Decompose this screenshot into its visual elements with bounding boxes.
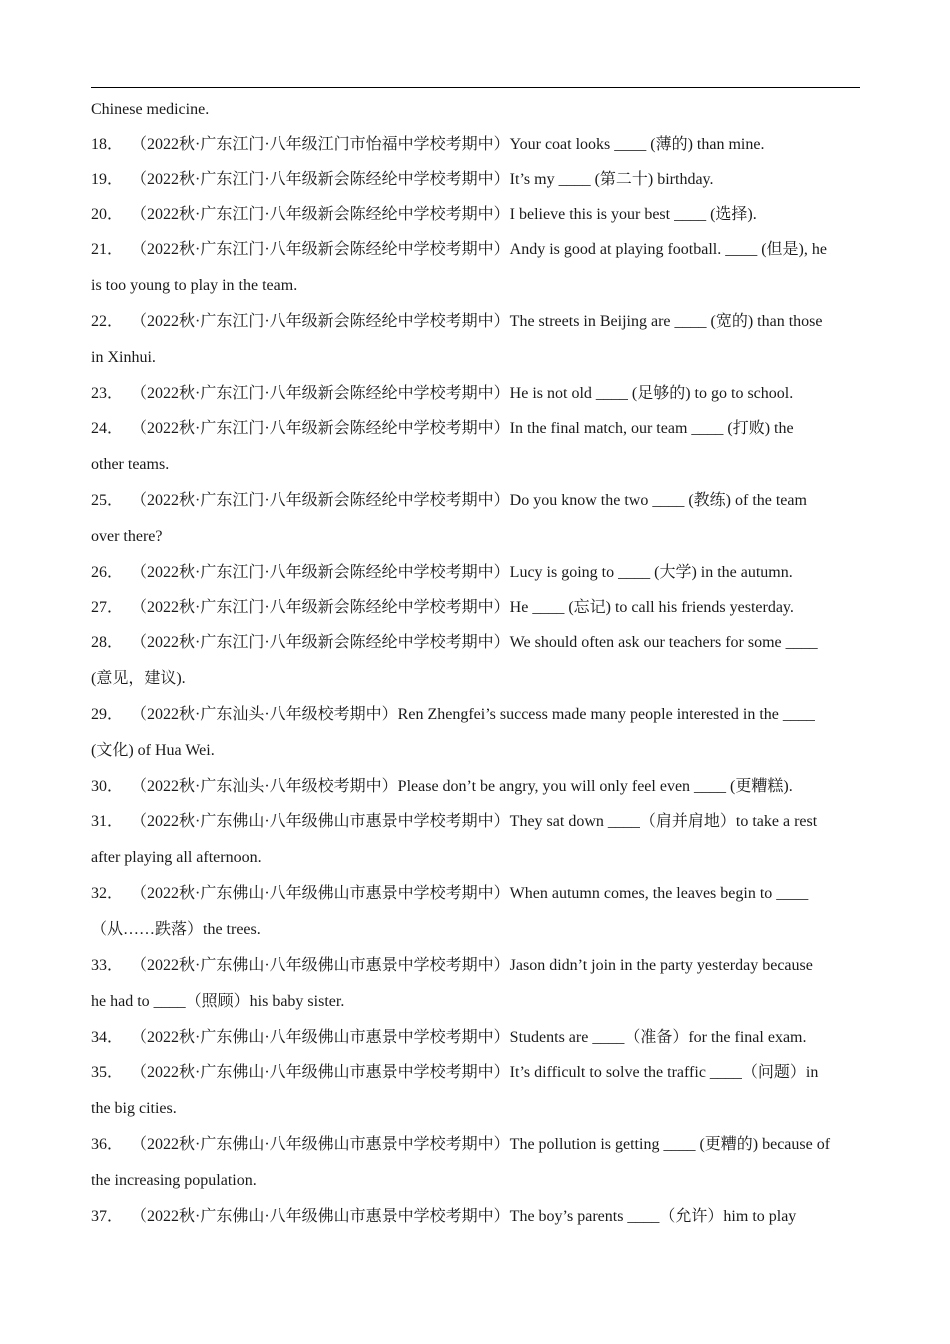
question-source: （2022秋·广东江门·八年级新会陈经纶中学校考期中）	[131, 420, 510, 437]
question-item	[91, 483, 861, 555]
question-text: The pollution is getting ____ (更糟的) because of	[509, 1136, 831, 1153]
question-source: （2022秋·广东江门·八年级新会陈经纶中学校考期中）	[131, 599, 510, 616]
question-item	[91, 1020, 861, 1055]
question-number: 26．	[91, 564, 124, 581]
question-first-line	[91, 555, 861, 590]
question-text: （从……跌落）the trees.	[91, 921, 261, 938]
question-continuation-line	[91, 839, 861, 876]
question-item	[91, 948, 861, 1020]
question-item	[91, 1127, 861, 1199]
question-number: 18．	[91, 136, 124, 153]
question-text: (文化) of Hua Wei.	[91, 742, 215, 759]
question-first-line	[91, 625, 861, 660]
question-source: （2022秋·广东江门·八年级江门市怡福中学校考期中）	[131, 136, 510, 153]
question-source: （2022秋·广东江门·八年级新会陈经纶中学校考期中）	[131, 564, 510, 581]
question-text: When autumn comes, the leaves begin to ____	[509, 885, 809, 902]
question-item	[91, 127, 861, 162]
question-text: Please don’t be angry, you will only feel even ____ (更糟糕).	[397, 778, 793, 795]
question-number: 34．	[91, 1029, 124, 1046]
question-item	[91, 304, 861, 376]
question-source: （2022秋·广东佛山·八年级佛山市惠景中学校考期中）	[131, 1064, 510, 1081]
question-text: I believe this is your best ____ (选择).	[509, 206, 757, 223]
question-item	[91, 697, 861, 769]
question-item	[91, 1199, 861, 1234]
question-source: （2022秋·广东佛山·八年级佛山市惠景中学校考期中）	[131, 1208, 510, 1225]
question-text: after playing all afternoon.	[91, 849, 262, 866]
question-first-line	[91, 769, 861, 804]
question-item	[91, 162, 861, 197]
question-item	[91, 232, 861, 304]
question-text: Do you know the two ____ (教练) of the team	[509, 492, 807, 509]
question-text: It’s my ____ (第二十) birthday.	[509, 171, 714, 188]
question-text: Andy is good at playing football. ____ (但是), he	[509, 241, 827, 258]
question-first-line	[91, 697, 861, 732]
question-source: （2022秋·广东佛山·八年级佛山市惠景中学校考期中）	[131, 1029, 510, 1046]
question-source: （2022秋·广东汕头·八年级校考期中）	[131, 706, 398, 723]
question-continuation-line	[91, 518, 861, 555]
question-number: 23．	[91, 385, 124, 402]
question-item	[91, 197, 861, 232]
question-source: （2022秋·广东江门·八年级新会陈经纶中学校考期中）	[131, 171, 510, 188]
question-source: （2022秋·广东佛山·八年级佛山市惠景中学校考期中）	[131, 813, 510, 830]
question-number: 27．	[91, 599, 124, 616]
question-text: the big cities.	[91, 1100, 177, 1117]
question-source: （2022秋·广东汕头·八年级校考期中）	[131, 778, 398, 795]
question-text: Lucy is going to ____ (大学) in the autumn.	[509, 564, 793, 581]
question-continuation-line	[91, 660, 861, 697]
question-text: He ____ (忘记) to call his friends yesterday.	[509, 599, 794, 616]
question-item	[91, 590, 861, 625]
question-first-line	[91, 948, 861, 983]
question-text: (意见，建议).	[91, 670, 186, 687]
question-text: the increasing population.	[91, 1172, 257, 1189]
question-item	[91, 769, 861, 804]
question-number: 21．	[91, 241, 124, 258]
question-first-line	[91, 1055, 861, 1090]
question-source: （2022秋·广东江门·八年级新会陈经纶中学校考期中）	[131, 385, 510, 402]
question-first-line	[91, 232, 861, 267]
question-text: in Xinhui.	[91, 349, 156, 366]
question-item	[91, 376, 861, 411]
question-text: Students are ____（准备）for the final exam.	[509, 1029, 807, 1046]
question-item	[91, 876, 861, 948]
question-number: 22．	[91, 313, 124, 330]
question-number: 28．	[91, 634, 124, 651]
question-continuation-line	[91, 267, 861, 304]
question-number: 32．	[91, 885, 124, 902]
question-text: Jason didn’t join in the party yesterday because	[509, 957, 813, 974]
question-continuation-line	[91, 1090, 861, 1127]
header-rule	[91, 87, 860, 88]
question-number: 33．	[91, 957, 124, 974]
question-first-line	[91, 197, 861, 232]
question-first-line	[91, 304, 861, 339]
question-source: （2022秋·广东江门·八年级新会陈经纶中学校考期中）	[131, 206, 510, 223]
question-first-line	[91, 162, 861, 197]
question-text: over there?	[91, 528, 163, 545]
question-number: 24．	[91, 420, 124, 437]
question-number: 25．	[91, 492, 124, 509]
question-text: is too young to play in the team.	[91, 277, 298, 294]
question-item	[91, 625, 861, 697]
question-text: He is not old ____ (足够的) to go to school.	[509, 385, 794, 402]
question-first-line	[91, 127, 861, 162]
question-first-line	[91, 590, 861, 625]
question-continuation-line	[91, 911, 861, 948]
question-text: We should often ask our teachers for some ____	[509, 634, 818, 651]
question-source: （2022秋·广东佛山·八年级佛山市惠景中学校考期中）	[131, 1136, 510, 1153]
question-text: In the final match, our team ____ (打败) the	[509, 420, 794, 437]
question-continuation-line	[91, 983, 861, 1020]
question-number: 19．	[91, 171, 124, 188]
question-first-line	[91, 483, 861, 518]
question-continuation-line	[91, 732, 861, 769]
question-source: （2022秋·广东江门·八年级新会陈经纶中学校考期中）	[131, 492, 510, 509]
question-text: Your coat looks ____ (薄的) than mine.	[509, 136, 765, 153]
question-first-line	[91, 376, 861, 411]
question-source: （2022秋·广东江门·八年级新会陈经纶中学校考期中）	[131, 634, 510, 651]
question-first-line	[91, 1199, 861, 1234]
question-text: They sat down ____（肩并肩地）to take a rest	[509, 813, 818, 830]
question-text: other teams.	[91, 456, 170, 473]
question-item	[91, 411, 861, 483]
question-first-line	[91, 804, 861, 839]
continuation-text: Chinese medicine.	[91, 101, 210, 118]
question-continuation-line	[91, 339, 861, 376]
question-first-line	[91, 411, 861, 446]
question-number: 31．	[91, 813, 124, 830]
question-number: 29．	[91, 706, 124, 723]
question-text: Ren Zhengfei’s success made many people interested in the ____	[397, 706, 815, 723]
question-first-line	[91, 1020, 861, 1055]
question-item	[91, 555, 861, 590]
question-number: 20．	[91, 206, 124, 223]
question-number: 37．	[91, 1208, 124, 1225]
question-continuation-line	[91, 446, 861, 483]
question-source: （2022秋·广东江门·八年级新会陈经纶中学校考期中）	[131, 241, 510, 258]
question-source: （2022秋·广东佛山·八年级佛山市惠景中学校考期中）	[131, 957, 510, 974]
question-number: 36．	[91, 1136, 124, 1153]
question-first-line	[91, 1127, 861, 1162]
question-text: It’s difficult to solve the traffic ____（问题）in	[509, 1064, 819, 1081]
question-item	[91, 1055, 861, 1127]
question-source: （2022秋·广东江门·八年级新会陈经纶中学校考期中）	[131, 313, 510, 330]
question-number: 30．	[91, 778, 124, 795]
question-text: The streets in Beijing are ____ (宽的) than those	[509, 313, 823, 330]
question-list	[91, 92, 861, 1234]
question-item	[91, 804, 861, 876]
question-first-line	[91, 876, 861, 911]
question-source: （2022秋·广东佛山·八年级佛山市惠景中学校考期中）	[131, 885, 510, 902]
question-text: The boy’s parents ____（允许）him to play	[509, 1208, 797, 1225]
question-text: he had to ____（照顾）his baby sister.	[91, 993, 345, 1010]
question-continuation-line	[91, 1162, 861, 1199]
question-number: 35．	[91, 1064, 124, 1081]
